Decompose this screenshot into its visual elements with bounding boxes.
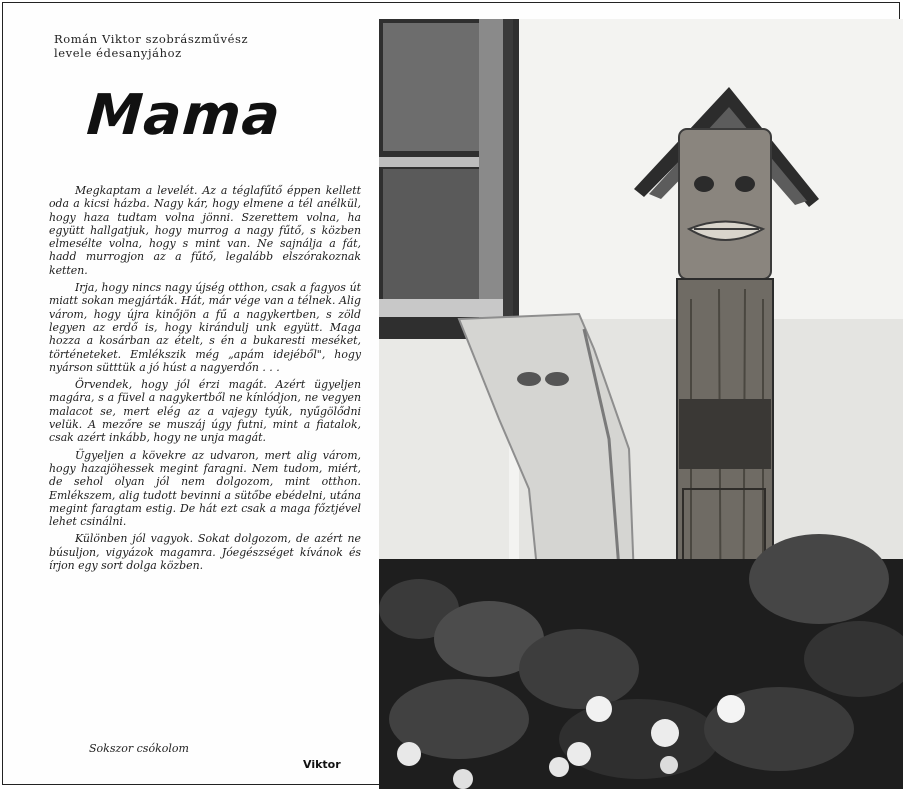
window-icon — [379, 19, 519, 339]
intro-line-2: levele édesanyjához — [54, 46, 182, 60]
page-frame — [2, 2, 900, 785]
foliage-icon — [379, 534, 903, 789]
letter-paragraph: Örvendek, hogy jól érzi magát. Azért ügyeljen magára, s a füvel a nagykertből ne kínlódjon, ne vegyen malacot se, mert elég az a vajegy tyúk, nyűgölődni velük. A mezőre se muszáj úgy futni, mint a fiatalok, csak azért inkább, hogy ne unja magát. — [49, 378, 361, 445]
carved-grave-marker-photo — [379, 19, 903, 789]
intro-line-1: Román Viktor szobrászművész — [54, 32, 249, 46]
letter-paragraph: Ügyeljen a kövekre az udvaron, mert alig várom, hogy hazajöhessek megint faragni. Nem tudom, miért, de sehol olyan jól nem dolgozom, mint otthon. Emlékszem, alig tudott bevinni a sütőbe ebédelni, utána megint faragtam estig. De hát ezt csak a maga főztjével lehet csinálni. — [49, 448, 361, 529]
letter-paragraph: Megkaptam a levelét. Az a téglafűtő éppen kellett oda a kicsi házba. Nagy kár, hogy elmene a tél anélkül, hogy haza tudtam volna jönni. Szerettem volna, ha együtt hallgatjuk, hogy murrog a nagy fűtő, s közben elmesélte volna, hogy s mint van. Ne sajnálja a fát, hadd murrogjon az a fűtő, legalább elszórakoznak ketten. — [49, 184, 361, 277]
letter-paragraph: Különben jól vagyok. Sokat dolgozom, de azért ne búsuljon, vigyázok magamra. Jóegészséget kívánok és írjon egy sort dolga közben. — [49, 532, 361, 573]
article-intro — [54, 32, 354, 60]
letter-body — [49, 184, 361, 576]
letter-signature: Viktor — [303, 758, 341, 771]
article-column — [3, 3, 379, 784]
letter-paragraph: Irja, hogy nincs nagy újség otthon, csak a fagyos út miatt sokan megjárták. Hát, már vége van a télnek. Alig várom, hogy újra kinőjön a fű a nagykertben, s zöld legyen az erdő is, hogy kirándulj unk együtt. Maga hozza a kosárban az ételt, s én a bukaresti meséket, történeteket. Emlékszik még „apám idejéből", hogy nyárson sütttük a jó húst a nagyerdőn . . . — [49, 281, 361, 374]
letter-closing: Sokszor csókolom — [89, 742, 189, 755]
article-title: Mama — [84, 83, 283, 148]
